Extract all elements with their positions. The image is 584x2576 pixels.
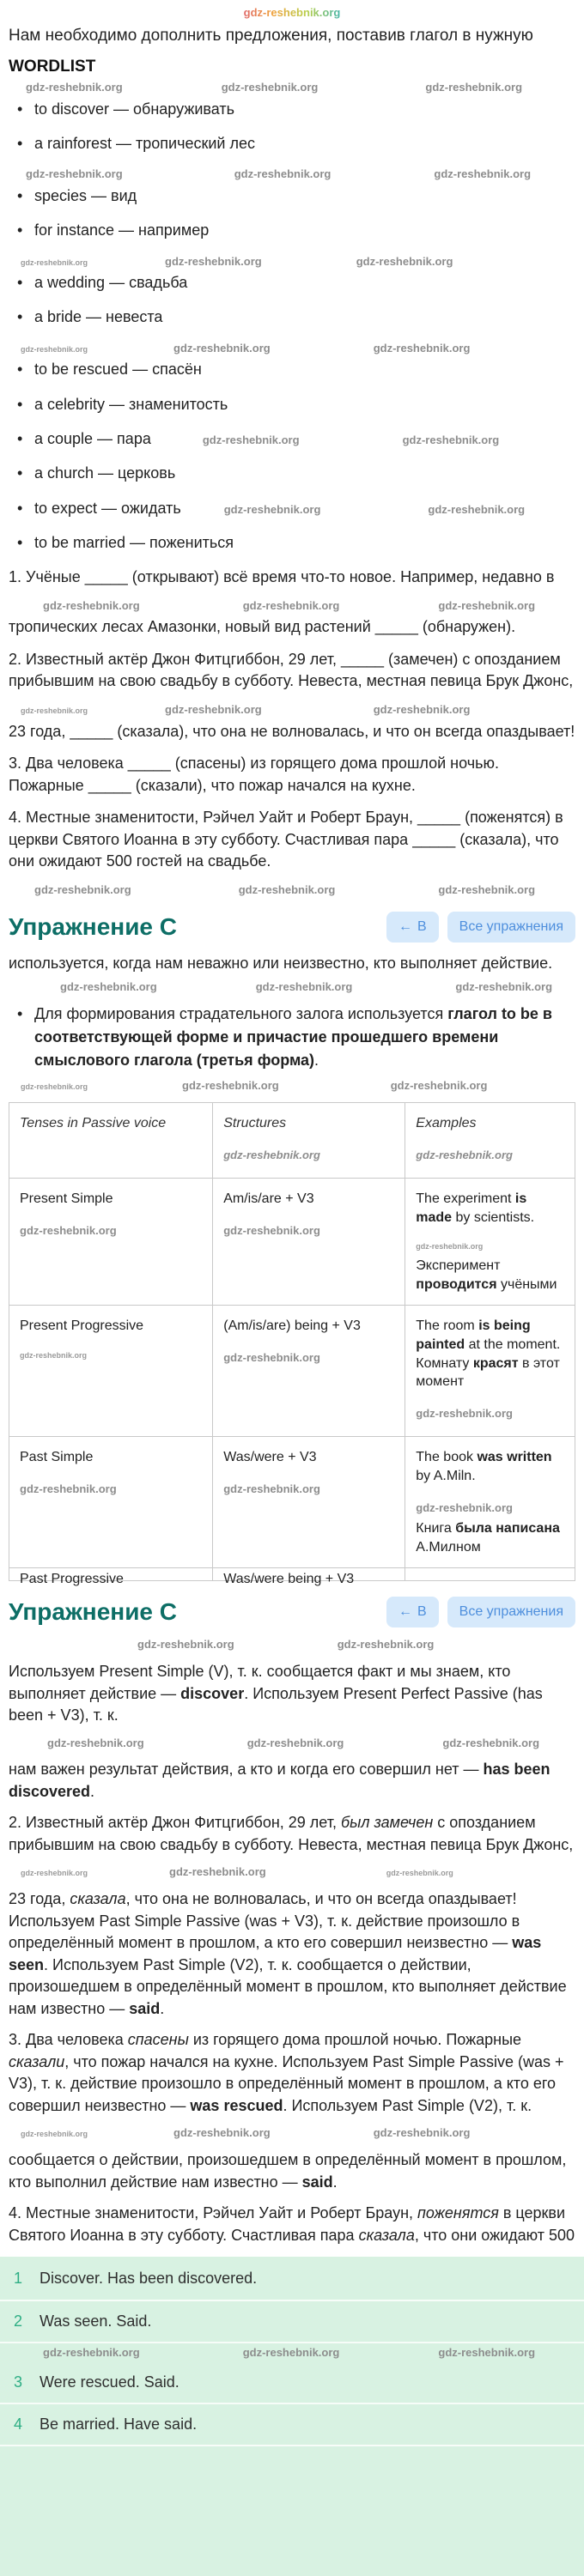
watermark-row <box>9 883 575 897</box>
tense-cell <box>9 1179 213 1306</box>
watermark: gdz-reshebnik.org <box>428 502 526 516</box>
exercise-header <box>9 912 575 943</box>
watermark: gdz-reshebnik.org <box>442 1736 540 1749</box>
wordlist-title: WORDLIST <box>9 58 96 76</box>
structure-label: Was/were + V3 <box>223 1450 317 1465</box>
passive-rule-bullet: • Для формирования страдательного залога используется глагол to be в соответствующей форме и причастие прошедшего времени смыслового глагола (третья форма). <box>9 1003 575 1072</box>
watermark-row <box>9 1638 575 1652</box>
watermark-row <box>9 703 575 717</box>
wordlist-item-label: a bride — невеста <box>34 308 163 326</box>
wordlist-item <box>9 428 575 449</box>
watermark: gdz-reshebnik.org <box>165 702 262 716</box>
answer-number: 4 <box>14 2415 23 2434</box>
watermark: gdz-reshebnik.org <box>223 502 321 516</box>
table-row <box>9 1179 575 1306</box>
explanation-paragraph: 4. Местные знаменитости, Рэйчел Уайт и Роберт Браун, поженятся в церкви Святого Иоанна в эту субботу. Счастливая пара сказала, что они ожидают 500 <box>9 2204 575 2244</box>
watermark: gdz-reshebnik.org <box>242 598 340 612</box>
wordlist <box>9 272 575 328</box>
wordlist-item <box>9 532 575 553</box>
table-row <box>9 1437 575 1568</box>
watermark: gdz-reshebnik.org <box>221 81 319 94</box>
table-header-cell <box>213 1103 405 1179</box>
answer-item <box>0 2362 584 2404</box>
watermark: gdz-reshebnik.org <box>438 2346 536 2360</box>
watermark-row <box>9 1737 575 1750</box>
watermark: gdz-reshebnik.org <box>425 81 523 94</box>
structure-cell <box>213 1568 405 1587</box>
watermark: gdz-reshebnik.org <box>21 344 88 354</box>
explanation-paragraph: 23 года, сказала, что она не волновалась, и что он всегда опаздывает! Используем Past Simple Passive (was + V3), т. к. действие произошло в определённый момент в прошлом, а кто его совершил неизвестно — was seen. Используем Past Simple (V2), т. к. сообщается о действии, произошедшем в определённый момент в прошлом, кто выполняет действие нам известно — said. <box>9 1890 567 2017</box>
watermark-row <box>9 81 575 94</box>
back-arrow-icon: ← <box>398 1604 412 1620</box>
example-translation: Комнату красят в этот момент <box>416 1355 560 1390</box>
back-arrow-icon: ← <box>398 919 412 935</box>
example-cell <box>405 1437 575 1568</box>
watermark: gdz-reshebnik.org <box>21 706 88 715</box>
explanation-paragraph: 3. Два человека спасены из горящего дома прошлой ночью. Пожарные сказали, что пожар начался на кухне. Используем Past Simple Passive (was + V3), т. к. действие произошло в определённый момент в прошлом, а кто его совершил неизвестно — was rescued. Используем Past Simple (V2), т. к. <box>9 2031 564 2114</box>
wordlist-item <box>9 463 575 483</box>
structure-cell <box>213 1306 405 1437</box>
task-paragraph: 2. Известный актёр Джон Фитцгиббон, 29 лет, _____ (замечен) с опозданием прибывшим на свою свадьбу в субботу. Невеста, местная певица Брук Джонс, <box>9 650 574 690</box>
tense-cell <box>9 1568 213 1587</box>
exercise-title: Упражнение C <box>9 1598 177 1626</box>
tense-label: Present Simple <box>20 1191 113 1207</box>
watermark: gdz-reshebnik.org <box>438 882 536 896</box>
watermark-row <box>9 1079 575 1093</box>
tense-cell <box>9 1437 213 1568</box>
watermark: gdz-reshebnik.org <box>390 1078 488 1092</box>
watermark: gdz-reshebnik.org <box>43 598 140 612</box>
wordlist-item-label: a couple — пара <box>34 429 151 447</box>
answer-item <box>0 2404 584 2446</box>
answer-text: Were rescued. Said. <box>40 2373 179 2391</box>
answer-number: 1 <box>14 2270 23 2288</box>
wordlist-item <box>9 220 575 240</box>
header-buttons <box>386 1597 575 1627</box>
watermark-row <box>9 342 575 355</box>
answer-text: Be married. Have said. <box>40 2415 198 2434</box>
tense-cell <box>9 1306 213 1437</box>
table-header-row <box>9 1103 575 1179</box>
watermark: gdz-reshebnik.org <box>34 882 131 896</box>
structure-cell <box>213 1179 405 1306</box>
table-header-label: Tenses in Passive voice <box>20 1116 167 1131</box>
watermark-row <box>9 599 575 613</box>
wordlist-item-label: species — вид <box>34 186 137 204</box>
watermark: gdz-reshebnik.org <box>223 1482 320 1496</box>
watermark: gdz-reshebnik.org <box>455 979 553 993</box>
watermark: gdz-reshebnik.org <box>416 1148 513 1161</box>
wordlist-item <box>9 185 575 206</box>
watermark: gdz-reshebnik.org <box>20 1223 117 1237</box>
watermark: gdz-reshebnik.org <box>438 598 536 612</box>
explanation-paragraph: 2. Известный актёр Джон Фитцгиббон, 29 лет, был замечен с опозданием прибывшим на свою свадьбу в субботу. Невеста, местная певица Брук Джонс, <box>9 1814 574 1853</box>
watermark-row <box>0 2346 584 2360</box>
all-exercises-button[interactable]: Все упражнения <box>447 912 575 943</box>
wordlist-item-label: a church — церковь <box>34 464 176 482</box>
table-row-clipped <box>9 1568 575 1581</box>
task-paragraph: тропических лесах Амазонки, новый вид растений _____ (обнаружен). <box>9 618 516 636</box>
prev-exercise-label: B <box>417 1604 427 1620</box>
watermark-row <box>9 980 575 994</box>
task-paragraph: 1. Учёные _____ (открывают) всё время что-то новое. Например, недавно в <box>9 568 555 586</box>
example-translation: Книга была написана А.Милном <box>416 1521 560 1555</box>
watermark: gdz-reshebnik.org <box>246 1736 344 1749</box>
watermark: gdz-reshebnik.org <box>373 341 471 355</box>
prev-exercise-button[interactable] <box>386 1597 439 1627</box>
watermark: gdz-reshebnik.org <box>242 2346 340 2360</box>
table-header-cell <box>405 1103 575 1179</box>
structure-label: Am/is/are + V3 <box>223 1191 314 1207</box>
answers-block <box>0 2257 584 2576</box>
answer-item <box>0 2301 584 2343</box>
table-header-label: Examples <box>416 1116 477 1131</box>
watermark: gdz-reshebnik.org <box>223 1351 320 1365</box>
header-buttons <box>386 912 575 943</box>
example-text: The experiment is made by scientists. <box>416 1191 535 1225</box>
answer-text: Discover. Has been discovered. <box>40 2270 258 2288</box>
wordlist <box>9 185 575 241</box>
exercise-title: Упражнение C <box>9 913 177 941</box>
watermark: gdz-reshebnik.org <box>26 167 123 181</box>
structure-label: (Am/is/are) being + V3 <box>223 1318 361 1334</box>
example-cell <box>405 1179 575 1306</box>
task-paragraph: 3. Два человека _____ (спасены) из горящего дома прошлой ночью. Пожарные _____ (сказали), что пожар начался на кухне. <box>9 755 499 794</box>
explanation-paragraph: сообщается о действии, произошедшем в определённый момент в прошлом, кто выполнил действие нам известно — said. <box>9 2151 567 2191</box>
answer-text: Was seen. Said. <box>40 2312 152 2330</box>
watermark: gdz-reshebnik.org <box>373 702 471 716</box>
wordlist-item-label: a celebrity — знаменитость <box>34 395 228 413</box>
table-header-cell <box>9 1103 213 1179</box>
watermark-row <box>9 6 575 20</box>
task-paragraph: 4. Местные знаменитости, Рэйчел Уайт и Роберт Браун, _____ (поженятся) в церкви Святого Иоанна в эту субботу. Счастливая пара _____ (сказала), что они ожидают 500 гостей на свадьбе. <box>9 809 563 870</box>
wordlist <box>9 359 575 553</box>
passive-voice-table <box>9 1102 575 1587</box>
example-cell <box>405 1568 575 1581</box>
watermark-row <box>9 255 575 269</box>
watermark: gdz-reshebnik.org <box>21 1869 88 1878</box>
watermark: gdz-reshebnik.org <box>20 1482 117 1496</box>
watermark: gdz-reshebnik.org <box>43 2346 140 2360</box>
wordlist-item <box>9 359 575 379</box>
table-header-label: Structures <box>223 1116 287 1131</box>
watermark-row <box>9 2126 575 2140</box>
task-paragraph: 23 года, _____ (сказала), что она не волновалась, и что он всегда опаздывает! <box>9 722 575 740</box>
watermark: gdz-reshebnik.org <box>356 254 453 268</box>
example-text: The book was written by A.Miln. <box>416 1450 552 1484</box>
watermark: gdz-reshebnik.org <box>223 1148 320 1161</box>
wordlist-item <box>9 99 575 119</box>
watermark: gdz-reshebnik.org <box>234 167 332 181</box>
wordlist-item <box>9 306 575 327</box>
watermark: gdz-reshebnik.org <box>434 167 532 181</box>
passive-intro-text: используется, когда нам неважно или неизвестно, кто выполняет действие. <box>9 955 553 973</box>
wordlist-item <box>9 498 575 518</box>
wordlist-item-label: to expect — ожидать <box>34 499 181 517</box>
prev-exercise-label: B <box>417 919 427 935</box>
all-exercises-button[interactable]: Все упражнения <box>447 1597 575 1627</box>
watermark: gdz-reshebnik.org <box>255 979 353 993</box>
watermark: gdz-reshebnik.org <box>202 433 300 446</box>
watermark-row <box>9 167 575 181</box>
watermark: gdz-reshebnik.org <box>416 1242 484 1252</box>
watermark: gdz-reshebnik.org <box>21 2130 88 2139</box>
watermark-row <box>9 1865 575 1879</box>
example-cell <box>405 1306 575 1437</box>
watermark: gdz-reshebnik.org <box>402 433 500 446</box>
watermark: gdz-reshebnik.org <box>238 882 336 896</box>
tense-label: Past Simple <box>20 1450 94 1465</box>
tense-label: Present Progressive <box>20 1318 144 1334</box>
structure-cell <box>213 1437 405 1568</box>
watermark: gdz-reshebnik.org <box>47 1736 144 1749</box>
wordlist-item-label: to discover — обнаруживать <box>34 100 235 118</box>
watermark: gdz-reshebnik.org <box>26 81 123 94</box>
tense-label: Past Progressive <box>20 1572 124 1587</box>
watermark: gdz-reshebnik.org <box>386 1869 453 1878</box>
watermark: gdz-reshebnik.org <box>182 1078 279 1092</box>
watermark: gdz-reshebnik.org <box>21 258 88 267</box>
watermark: gdz-reshebnik.org <box>137 1638 234 1652</box>
watermark: gdz-reshebnik.org <box>373 2126 471 2140</box>
watermark: gdz-reshebnik.org <box>173 2126 271 2140</box>
wordlist <box>9 99 575 155</box>
wordlist-item <box>9 394 575 415</box>
wordlist-item-label: to be rescued — спасён <box>34 361 202 379</box>
watermark: gdz-reshebnik.org <box>165 254 262 268</box>
intro-text: Нам необходимо дополнить предложения, поставив глагол в нужную <box>9 26 533 45</box>
wordlist-item-label: to be married — пожениться <box>34 533 234 551</box>
example-text: The room is being painted at the moment. <box>416 1318 561 1353</box>
watermark: gdz-reshebnik.org <box>21 1082 88 1091</box>
wordlist-item-label: a rainforest — тропический лес <box>34 135 256 153</box>
watermark: gdz-reshebnik.org <box>416 1406 513 1420</box>
answer-item <box>0 2258 584 2300</box>
watermark: gdz-reshebnik.org <box>337 1638 435 1652</box>
table-row <box>9 1306 575 1437</box>
example-translation: Эксперимент проводится учёными <box>416 1258 557 1292</box>
wordlist-item <box>9 272 575 293</box>
watermark: gdz-reshebnik.org <box>20 1351 88 1361</box>
structure-label: Was/were being + V3 <box>223 1572 355 1587</box>
explanation-paragraph: нам важен результат действия, а кто и когда его совершил нет — has been discovered. <box>9 1761 551 1800</box>
explanation-paragraph: Используем Present Simple (V), т. к. сообщается факт и мы знаем, кто выполняет действие — discover. Используем Present Perfect Passive (has been + V3), т. к. <box>9 1663 543 1724</box>
watermark: gdz-reshebnik.org <box>243 6 341 19</box>
watermark: gdz-reshebnik.org <box>223 1223 320 1237</box>
watermark: gdz-reshebnik.org <box>169 1865 266 1879</box>
watermark: gdz-reshebnik.org <box>416 1500 513 1514</box>
watermark: gdz-reshebnik.org <box>60 979 157 993</box>
wordlist-item <box>9 133 575 154</box>
wordlist-item-label: for instance — например <box>34 221 210 239</box>
prev-exercise-button[interactable] <box>386 912 439 943</box>
exercise-header <box>9 1597 575 1627</box>
answer-number: 2 <box>14 2312 23 2330</box>
wordlist-item-label: a wedding — свадьба <box>34 274 188 292</box>
watermark: gdz-reshebnik.org <box>173 341 271 355</box>
answer-number: 3 <box>14 2373 23 2391</box>
